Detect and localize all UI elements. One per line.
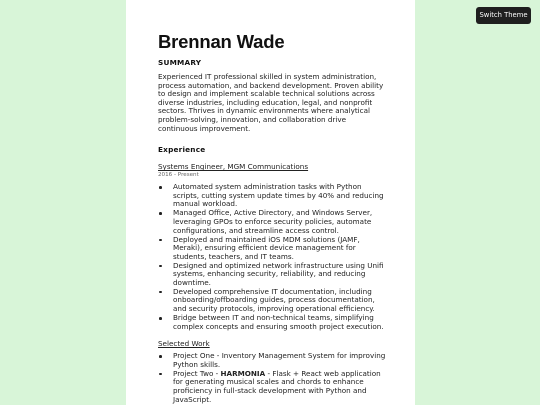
selected-work-heading: Selected Work [158, 339, 210, 349]
job-bullet [173, 183, 386, 209]
job-bullet [173, 262, 386, 288]
job-bullet [173, 209, 386, 235]
switch-theme-button[interactable]: Switch Theme [476, 7, 531, 24]
job-bullet [173, 288, 386, 314]
project-item [173, 370, 386, 404]
bullet-icon [159, 239, 162, 242]
project-highlight: HARMONIA [220, 368, 266, 378]
project-prefix: Project One - [173, 351, 222, 361]
job-bullet [173, 314, 386, 331]
job-bullet-text: Deployed and maintained iOS MDM solutions (JAMF, Meraki), ensuring efficient device management for students, teachers, and IT teams. [173, 234, 360, 261]
bullet-icon [159, 291, 162, 294]
project-item [173, 352, 386, 369]
job-bullet-text: Designed and optimized network infrastructure using Unifi systems, enhancing security, reliability, and reducing downtime. [173, 260, 384, 287]
job-title: Systems Engineer, MGM Communications [158, 162, 309, 172]
bullet-icon [159, 186, 162, 189]
summary-heading: SUMMARY [158, 58, 202, 67]
resume-name: Brennan Wade [158, 31, 285, 52]
job-bullet-text: Automated system administration tasks with Python scripts, cutting system update times by 40% and reducing manual workload. [173, 182, 384, 209]
job-bullet-text: Bridge between IT and non-technical teams, simplifying complex concepts and ensuring smooth project execution. [173, 313, 384, 331]
job-dates: 2016 - Present [158, 172, 199, 179]
job-bullet [173, 236, 386, 262]
bullet-icon [159, 373, 162, 376]
experience-heading: Experience [158, 145, 206, 155]
job-bullet-text: Managed Office, Active Directory, and Windows Server, leveraging GPOs to enforce security policies, automate configurations, and streamline access control. [173, 208, 373, 235]
job-bullet-list [158, 183, 386, 331]
project-list [158, 352, 386, 404]
project-text: - Flask + React web application for generating musical scales and chords to enhance proficiency in full-stack development with Python and JavaScript. [173, 368, 381, 404]
project-text: Inventory Management System for improving Python skills. [173, 351, 386, 369]
resume-content [158, 31, 386, 405]
summary-text: Experienced IT professional skilled in system administration, process automation, and backend development. Proven ability to design and implement scalable technical solutions across diverse industries, including education, legal, and nonprofit sectors. Thrives in dynamic environments where analytical problem-solving, innovation, and collaboration drive continuous improvement. [158, 72, 384, 133]
resume-page [126, 0, 415, 405]
bullet-icon [159, 212, 162, 215]
bullet-icon [159, 265, 162, 268]
project-prefix: Project Two - [173, 368, 221, 378]
bullet-icon [159, 317, 162, 320]
bullet-icon [159, 355, 162, 358]
job-bullet-text: Developed comprehensive IT documentation, including onboarding/offboarding guides, process documentation, and security protocols, improving operational efficiency. [173, 286, 375, 314]
